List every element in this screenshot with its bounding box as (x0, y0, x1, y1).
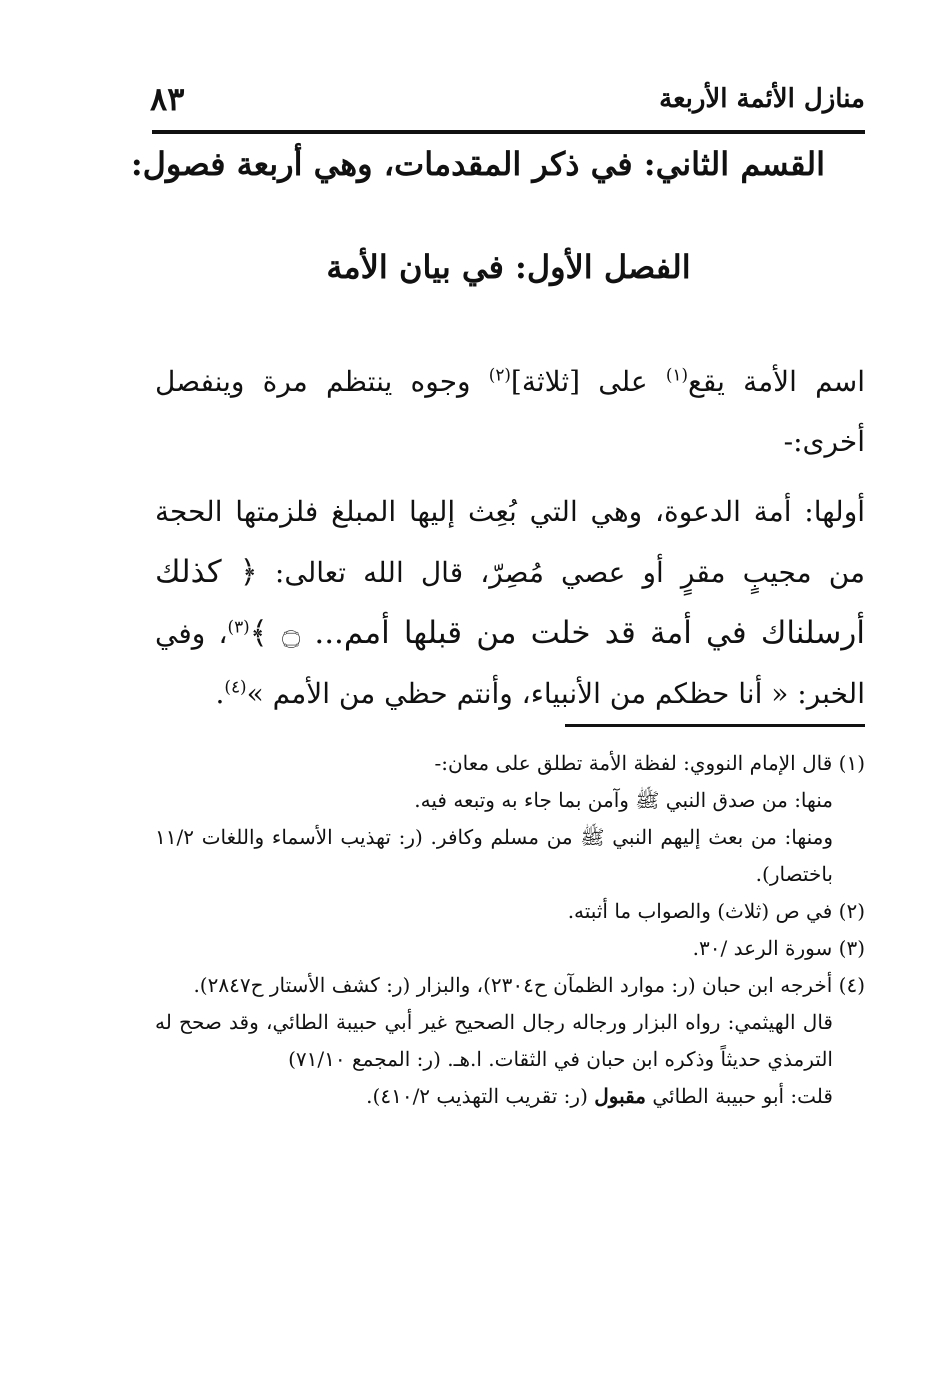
footnote-4: (٤) أخرجه ابن حبان (ر: موارد الظمآن ح٢٣٠٤)، والبزار (ر: كشف الأستار ح٢٨٤٧). (193, 973, 865, 997)
paragraph-1-text-c: وجوه ينتظم مرة وينفصل أخرى:- (155, 365, 865, 458)
footnote-4-line-b-text: قلت: أبو حبيبة الطائي (645, 1084, 833, 1108)
footnote-1-line-b: ومنها: من بعث إليهم النبي ﷺ من مسلم وكافر. (ر: تهذيب الأسماء واللغات ١١/٢ باختصار). (155, 825, 833, 886)
paragraph-1-text-a: اسم الأمة يقع (688, 365, 865, 398)
footnote-marker-2: (٢) (488, 364, 511, 385)
paragraph-2-text-a: أولها: أمة الدعوة، وهي التي بُعِث إليها المبلغ فلزمتها الحجة من مجيبٍ مقرٍ أو عصي مُصِرّ، قال الله تعالى: (155, 495, 866, 589)
footnote-marker-1: (١) (665, 364, 688, 385)
chapter-heading: الفصل الأول: في بيان الأمة (326, 248, 691, 286)
paragraph-1-text-b: على [ثلاثة] (510, 365, 666, 398)
paragraph-2 (155, 482, 865, 724)
footnote-4-line-b (155, 1078, 865, 1115)
body-text (155, 352, 865, 724)
footnote-3: (٣) سورة الرعد /٣٠. (692, 936, 865, 960)
footnote-marker-4: (٤) (224, 676, 247, 697)
page-number: ٨٣ (150, 80, 185, 118)
footnote-1-line-a: منها: من صدق النبي ﷺ وآمن بما جاء به وتبعه فيه. (414, 788, 833, 812)
footnote-4-line-a: قال الهيثمي: رواه البزار ورجاله رجال الصحيح غير أبي حبيبة الطائي، وقد صحح له الترمذي حديثاً وذكره ابن حبان في الثقات. ا.هـ. (ر: المجمع ٧١/١٠) (155, 1010, 833, 1071)
header-rule (152, 130, 865, 134)
footnote-4-line-b-text-end: (ر: تقريب التهذيب ٤١٠/٢). (366, 1084, 595, 1108)
paragraph-1 (155, 352, 865, 472)
quran-verse: ﴿ كذلك أرسلناك في أمة قد خلت من قبلها أمم... ۝ ﴾ (155, 554, 865, 651)
section-heading: القسم الثاني: في ذكر المقدمات، وهي أربعة فصول: (130, 145, 825, 183)
footnote-4-bold-word: مقبول (594, 1084, 646, 1108)
footnotes (155, 745, 865, 1115)
paragraph-2-text-b: ، وفي الخبر: « أنا حظكم من الأنبياء، وأنتم حظي من الأمم » (155, 617, 865, 710)
paragraph-2-text-c: . (215, 677, 225, 710)
footnote-separator (565, 724, 865, 727)
running-title: منازل الأئمة الأربعة (659, 84, 865, 114)
footnote-1: (١) قال الإمام النووي: لفظة الأمة تطلق على معان:- (434, 751, 865, 775)
footnote-2: (٢) في ص (ثلاث) والصواب ما أثبته. (567, 899, 865, 923)
footnote-marker-3: (٣) (227, 616, 250, 637)
